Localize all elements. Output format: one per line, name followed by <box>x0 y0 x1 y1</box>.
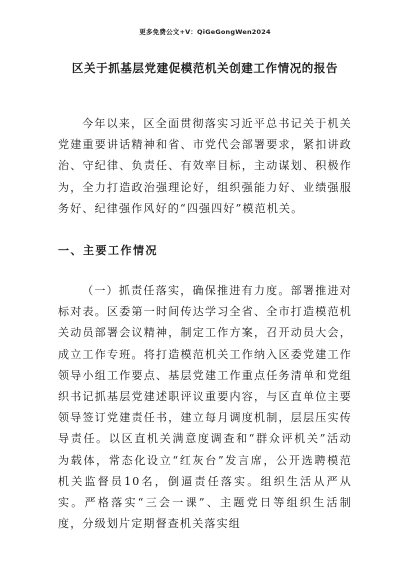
intro-paragraph <box>58 113 352 219</box>
intro-paragraph-text: 今年以来，区全面贯彻落实习近平总书记关于机关党建重要讲话精神和省、市党代会部署要求，紧扣讲政治、守纪律、负责任、有效率目标，主动谋划、积极作为，全力打造政治强理论好，组织强能力好、业绩强服务好、纪律强作风好的“四强四好”模范机关。 <box>58 117 352 215</box>
header-note: 更多免费公文+V：QiGeGongWen2024 <box>139 28 271 36</box>
section-paragraph-text: （一）抓责任落实，确保推进有力度。部署推进对标对表。区委第一时间传达学习全省、全市打造模范机关动员部署会议精神，制定工作方案，召开动员大会，成立工作专班。将打造模范机关工作纳入区委党建工作领导小组工作要点、基层党建工作重点任务清单和党组织书记抓基层党建述职评议重要内容，与区直单位主要领导签订党建责任书，建立每月调度机制，层层压实传导责任。以区直机关满意度调查和“群众评机关”活动为载体，常态化设立“红灰台”发言席，公开选聘模范机关监督员10名，倒逼责任落实。组织生活从严从实。严格落实“三会一课”、主题党日等组织生活制度，分级划片定期督查机关落实组 <box>58 284 352 531</box>
section-paragraph <box>58 280 352 534</box>
section-heading: 一、主要工作情况 <box>58 244 158 257</box>
document-title: 区关于抓基层党建促模范机关创建工作情况的报告 <box>71 61 339 75</box>
